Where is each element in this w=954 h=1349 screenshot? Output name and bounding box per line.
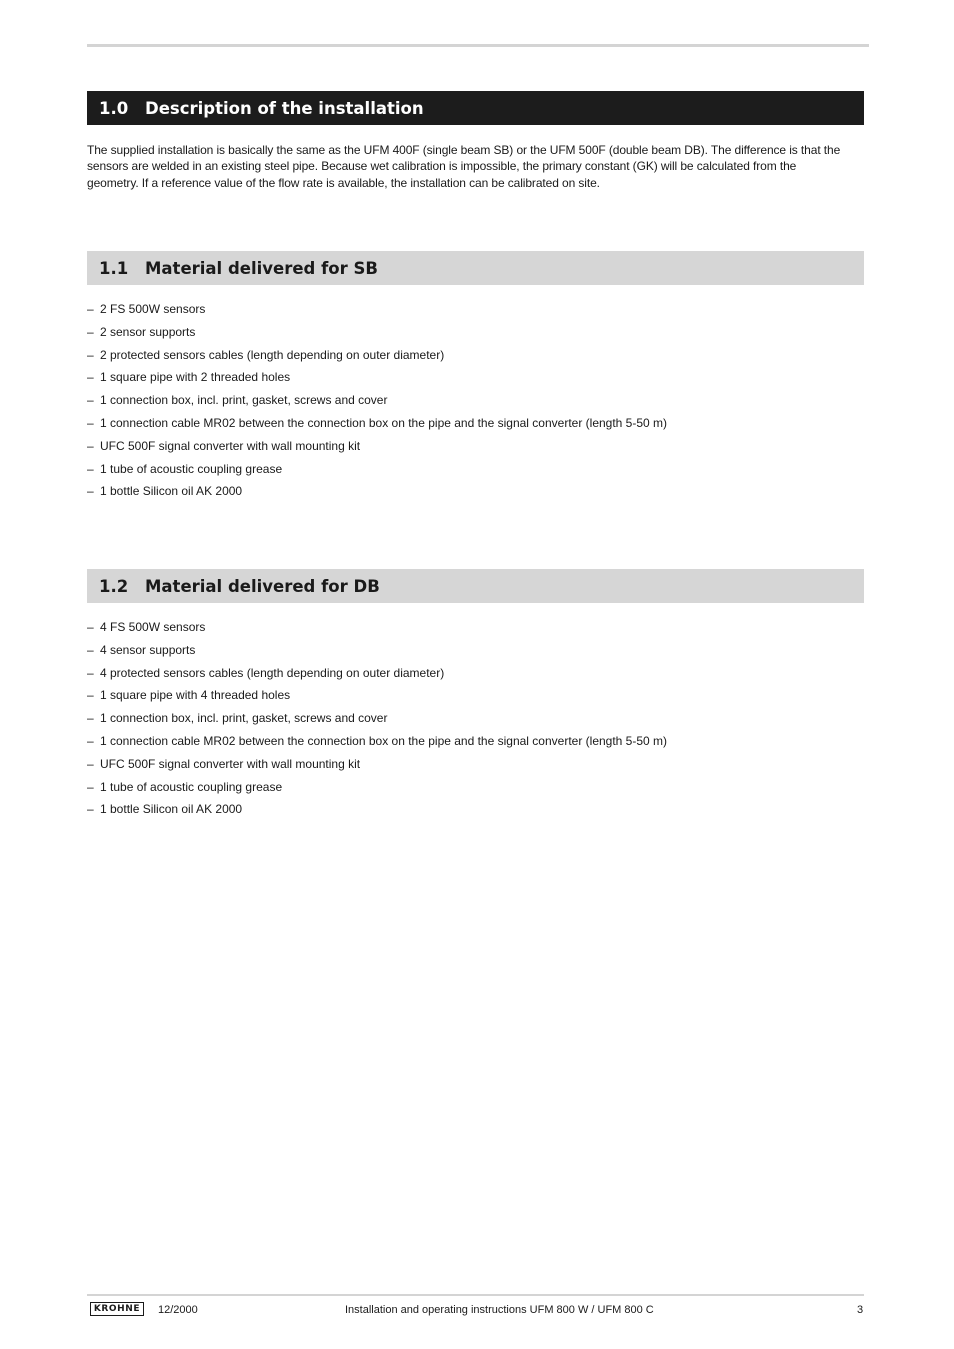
list-dash: – [87,324,94,339]
list-item [87,458,667,481]
list-item-text: UFC 500F signal converter with wall mounting kit [100,756,361,771]
list-dash: – [87,484,94,499]
section-heading-description [87,91,864,125]
list-item-text: 2 sensor supports [100,324,196,339]
list-dash: – [87,393,94,408]
list-item-text: 1 square pipe with 4 threaded holes [100,688,291,703]
section-heading-sb [87,251,864,285]
list-dash: – [87,370,94,385]
list-dash: – [87,733,94,748]
list-item-text: 4 protected sensors cables (length depending on outer diameter) [100,665,445,680]
list-item-text: 1 connection cable MR02 between the connection box on the pipe and the signal converter (length 5-50 m) [100,415,668,430]
list-item-text: 1 connection box, incl. print, gasket, screws and cover [100,393,388,408]
list-dash: – [87,665,94,680]
sb-material-list [87,298,667,503]
list-item-text: 1 bottle Silicon oil AK 2000 [100,802,243,817]
list-item-text: 4 sensor supports [100,642,196,657]
section-number: 1.2 [99,576,129,596]
list-item [87,776,667,799]
list-item [87,616,667,639]
footer-rule [87,1294,864,1296]
list-item [87,344,667,367]
list-dash: – [87,620,94,634]
list-item-text: UFC 500F signal converter with wall mounting kit [100,438,361,453]
list-dash: – [87,302,94,316]
list-item [87,298,667,321]
list-item [87,412,667,435]
list-item [87,707,667,730]
list-item-text: 1 square pipe with 2 threaded holes [100,370,291,385]
list-item [87,321,667,344]
list-item-text: 4 FS 500W sensors [100,620,206,634]
list-dash: – [87,347,94,362]
logo-text: KROHNE [93,1304,141,1314]
db-material-list [87,616,667,821]
list-item-text: 1 bottle Silicon oil AK 2000 [100,484,243,499]
list-dash: – [87,756,94,771]
list-dash: – [87,415,94,430]
list-item-text: 2 FS 500W sensors [100,302,206,316]
krohne-logo [90,1302,144,1316]
list-dash: – [87,802,94,817]
list-dash: – [87,438,94,453]
list-item [87,662,667,685]
list-item [87,389,667,412]
top-rule [87,44,869,47]
list-item [87,639,667,662]
list-dash: – [87,711,94,726]
list-item [87,435,667,458]
list-item [87,480,667,503]
section-heading-db [87,569,864,603]
footer-document-title: Installation and operating instructions UFM 800 W / UFM 800 C [345,1304,654,1316]
description-paragraph: The supplied installation is basically the same as the UFM 400F (single beam SB) or the UFM 500F (double beam DB). The difference is that the sensors are welded in an existing steel pipe. Because wet calibration is impossible, the primary constant (GK) will be calculated from the geometry. If a reference value of the flow rate is available, the installation can be calibrated on site. [87,143,841,190]
section-title: Material delivered for SB [145,258,378,278]
list-dash: – [87,461,94,476]
section-number: 1.1 [99,258,129,278]
section-title: Description of the installation [145,98,424,118]
list-item [87,753,667,776]
list-item [87,684,667,707]
list-item-text: 1 tube of acoustic coupling grease [100,461,283,476]
list-item [87,798,667,821]
list-item [87,730,667,753]
footer-date: 12/2000 [158,1304,198,1316]
list-dash: – [87,642,94,657]
list-item-text: 2 protected sensors cables (length depending on outer diameter) [100,347,445,362]
list-dash: – [87,779,94,794]
list-dash: – [87,688,94,703]
section-title: Material delivered for DB [145,576,380,596]
list-item-text: 1 tube of acoustic coupling grease [100,779,283,794]
list-item [87,366,667,389]
list-item-text: 1 connection cable MR02 between the connection box on the pipe and the signal converter (length 5-50 m) [100,733,668,748]
section-number: 1.0 [99,98,129,118]
page-number: 3 [857,1304,864,1316]
list-item-text: 1 connection box, incl. print, gasket, screws and cover [100,711,388,726]
